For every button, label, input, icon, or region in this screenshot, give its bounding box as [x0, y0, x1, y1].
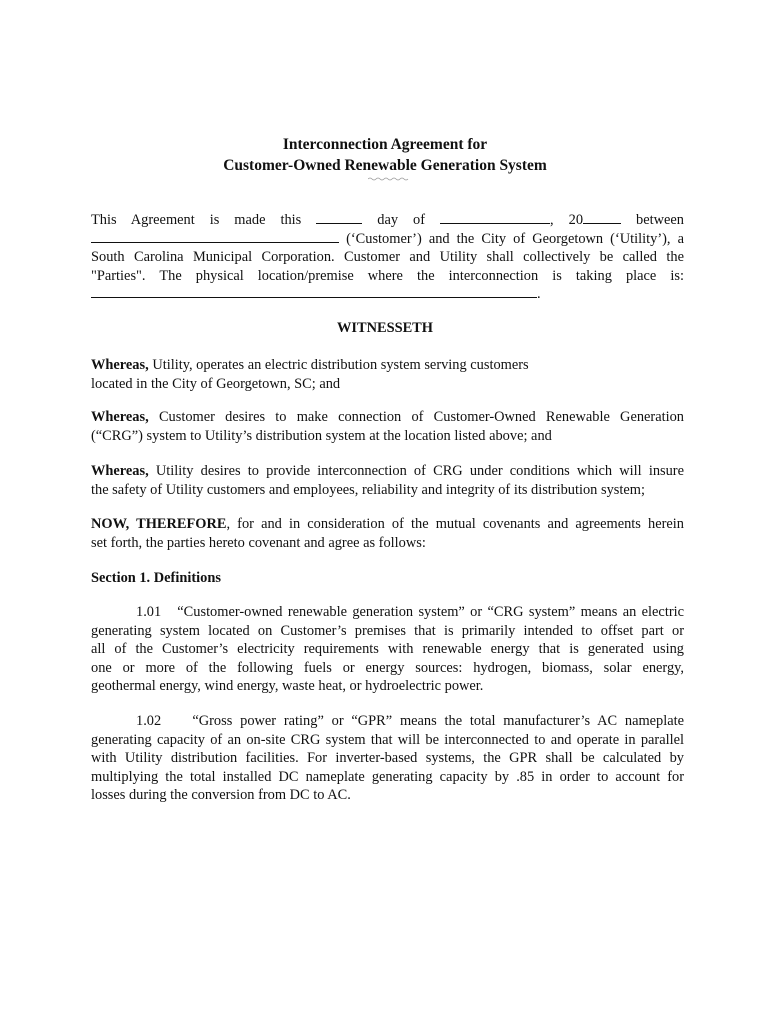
definition-text: “Gross power rating” or “GPR” means the total manufacturer’s AC nameplate [192, 713, 685, 729]
intro-text: . [537, 286, 541, 302]
day-blank[interactable] [316, 212, 362, 224]
customer-name-blank[interactable] [91, 231, 339, 243]
def101-line3: all of the Customer’s electricity requirements with renewable energy that is generated using [91, 641, 684, 657]
intro-line4: "Parties". The physical location/premise where the interconnection is taking place is: [91, 267, 684, 284]
intro-paragraph [91, 211, 684, 304]
def101-line5: geothermal energy, wind energy, waste heat, or hydroelectric power. [91, 678, 484, 694]
intro-line2 [91, 230, 684, 249]
whereas1-line2: located in the City of Georgetown, SC; and [91, 375, 341, 392]
year-blank[interactable] [583, 212, 621, 224]
def101-line1 [91, 603, 684, 622]
whereas-paragraph-3 [91, 462, 684, 499]
whereas-label: Whereas, [91, 409, 149, 425]
def102-line4: multiplying the total installed DC nameplate generating capacity by .85 in order to account for [91, 768, 684, 785]
whereas-paragraph-1 [91, 356, 684, 393]
def101-line2: generating system located on Customer’s premises that is primarily intended to offset part or [91, 622, 684, 639]
whereas3-line2: the safety of Utility customers and employees, reliability and integrity of its distribution system; [91, 481, 645, 498]
whereas-text: Utility desires to provide interconnection of CRG under conditions which will insure [155, 463, 684, 479]
whereas3-line1 [91, 462, 684, 481]
intro-text: This Agreement is made this [91, 212, 302, 228]
def102-line2: generating capacity of an on-site CRG system that will be interconnected to and operate in parallel [91, 731, 684, 748]
definition-number: 1.01 [136, 604, 162, 620]
month-blank[interactable] [440, 212, 550, 224]
now-line1 [91, 515, 684, 534]
definition-number: 1.02 [136, 713, 162, 729]
whereas1-line1 [91, 356, 684, 375]
whereas-text: Utility, operates an electric distribution system serving customers [152, 357, 529, 373]
intro-text: , 20 [550, 212, 584, 228]
whereas2-line1 [91, 408, 684, 427]
def102-line5: losses during the conversion from DC to AC. [91, 787, 351, 803]
intro-text: (‘Customer’) and the City of Georgetown (‘Utility’), a [346, 230, 684, 247]
witnesseth-heading: WITNESSETH [337, 320, 433, 336]
intro-text: between [636, 212, 684, 228]
intro-line3: South Carolina Municipal Corporation. Customer and Utility shall collectively be called the [91, 249, 684, 265]
now-text: , for and in consideration of the mutual covenants and agreements herein [226, 516, 684, 532]
whereas-label: Whereas, [91, 463, 149, 479]
intro-text: day of [377, 212, 426, 228]
now-therefore-paragraph [91, 515, 684, 552]
definition-1-01 [91, 603, 684, 696]
now-therefore-label: NOW, THEREFORE [91, 516, 227, 532]
whereas2-line2: (“CRG”) system to Utility’s distribution system at the location listed above; and [91, 427, 552, 444]
definition-text: “Customer-owned renewable generation system” or “CRG system” means an electric [177, 604, 684, 620]
spellcheck-underline [368, 177, 410, 181]
def101-line4: one or more of the following fuels or energy sources: hydrogen, biomass, solar energy, [91, 659, 684, 676]
whereas-label: Whereas, [91, 357, 149, 373]
intro-line5 [91, 285, 684, 304]
section-1-heading: Section 1. Definitions [91, 570, 221, 586]
def102-line3: with Utility distribution facilities. For inverter-based systems, the GPR shall be calculated by [91, 750, 684, 766]
document-title-line1: Interconnection Agreement for [282, 136, 488, 153]
definition-1-02 [91, 712, 684, 805]
whereas-paragraph-2 [91, 408, 684, 445]
whereas-text: Customer desires to make connection of Customer-Owned Renewable Generation [158, 409, 684, 425]
document-title-line2: Customer-Owned Renewable Generation System [223, 157, 547, 174]
now-line2: set forth, the parties hereto covenant and agree as follows: [91, 534, 426, 551]
def102-line1 [91, 712, 684, 731]
location-blank[interactable] [91, 286, 537, 298]
intro-line1 [91, 211, 684, 230]
